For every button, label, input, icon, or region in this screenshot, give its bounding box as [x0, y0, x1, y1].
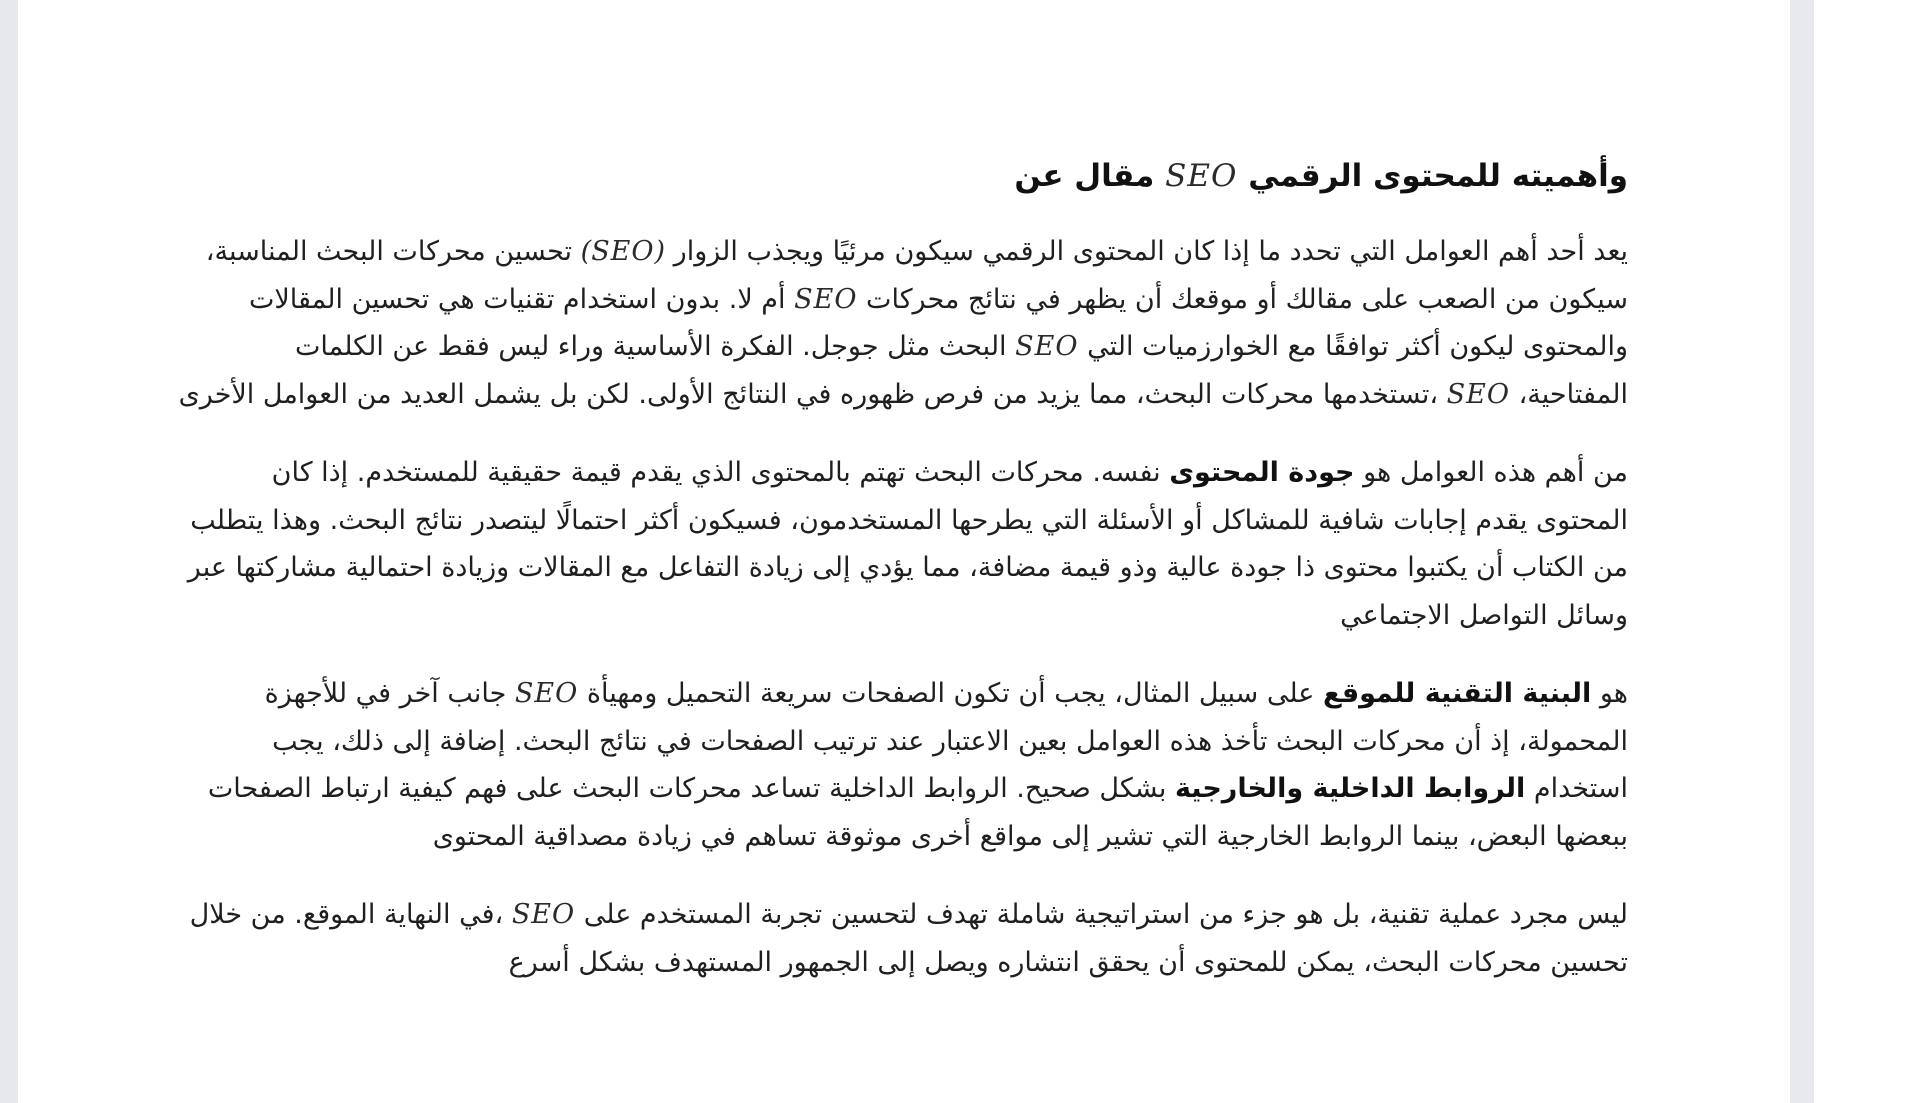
p3-text-e: بشكل صحيح. الروابط الداخلية تساعد محركات البحث على فهم كيفية ارتباط الصفحات ببعضها البعض، بينما الروابط الخارجية التي تشير إلى مواقع أخرى موثوقة تساهم في زيادة مصداقية المحتوى [207, 773, 1628, 852]
p3-text-a: هو [1599, 678, 1628, 709]
p4-seo: SEO [511, 899, 576, 930]
p1-text-d: البحث مثل جوجل. الفكرة الأساسية وراء ليس فقط عن الكلمات المفتاحية، [294, 331, 1628, 410]
p3-bold-technical-structure: البنية التقنية للموقع [1323, 678, 1592, 709]
paragraph-1 [178, 228, 1628, 418]
p2-text-a: من أهم هذه العوامل هو [1363, 457, 1628, 488]
p1-seo-2: SEO [794, 283, 858, 315]
p4-text-a: ليس مجرد عملية تقنية، بل هو جزء من استراتيجية شاملة تهدف لتحسين تجربة المستخدم على [583, 899, 1628, 930]
p3-text-c: على سبيل المثال، يجب أن تكون الصفحات سريعة التحميل ومهيأة [586, 678, 1315, 709]
p3-seo: SEO [514, 678, 579, 709]
p3-bold-links: الروابط الداخلية والخارجية [1174, 773, 1526, 804]
p1-text-e: ،تستخدمها محركات البحث، مما يزيد من فرص ظهوره في النتائج الأولى. لكن بل يشمل العديد من العوامل الأخرى [178, 378, 1439, 410]
p1-text-c: أم لا. بدون استخدام تقنيات هي تحسين المقالات والمحتوى ليكون أكثر توافقًا مع الخوارزميات التي [248, 283, 1628, 362]
paragraph-3 [178, 670, 1628, 860]
right-scroll-edge [1790, 0, 1814, 1103]
p1-seo-4: SEO [1446, 378, 1510, 410]
title-seo: SEO [1165, 158, 1238, 194]
left-scroll-edge [0, 0, 18, 1103]
p4-text-b: ،في النهاية الموقع. من خلال تحسين محركات البحث، يمكن للمحتوى أن يحقق انتشاره ويصل إلى الجمهور المستهدف بشكل أسرع [189, 899, 1628, 978]
article-title [178, 150, 1628, 202]
article-body [178, 150, 1628, 1017]
p1-seo-3: SEO [1015, 331, 1079, 362]
p2-bold-content-quality: جودة المحتوى [1169, 457, 1355, 488]
title-part-2: مقال عن [1014, 158, 1155, 194]
p1-seo-1: (SEO) [580, 236, 666, 267]
document-page [18, 0, 1790, 1103]
p1-text-b: تحسين محركات البحث المناسبة، سيكون من الصعب على مقالك أو موقعك أن يظهر في نتائج محركات [205, 236, 1628, 315]
p3-text-d: جانب آخر في للأجهزة المحمولة، إذ أن محركات البحث تأخذ هذه العوامل بعين الاعتبار عند ترتيب الصفحات في نتائج البحث. إضافة إلى ذلك، يجب استخدام [264, 678, 1628, 804]
paragraph-4 [178, 891, 1628, 986]
paragraph-2 [178, 449, 1628, 639]
title-part-1: وأهميته للمحتوى الرقمي [1248, 158, 1628, 194]
p2-text-c: نفسه. محركات البحث تهتم بالمحتوى الذي يقدم قيمة حقيقية للمستخدم. إذا كان المحتوى يقدم إجابات شافية للمشاكل أو الأسئلة التي يطرحها المستخدمون، فسيكون أكثر احتمالًا ليتصدر نتائج البحث. وهذا يتطلب من الكتاب أن يكتبوا محتوى ذا جودة عالية وذو قيمة مضافة، مما يؤدي إلى زيادة التفاعل مع المقالات وزيادة احتمالية مشاركتها عبر وسائل التواصل الاجتماعي [187, 457, 1628, 631]
p1-text-a: يعد أحد أهم العوامل التي تحدد ما إذا كان المحتوى الرقمي سيكون مرئيًا ويجذب الزوار [673, 236, 1628, 267]
